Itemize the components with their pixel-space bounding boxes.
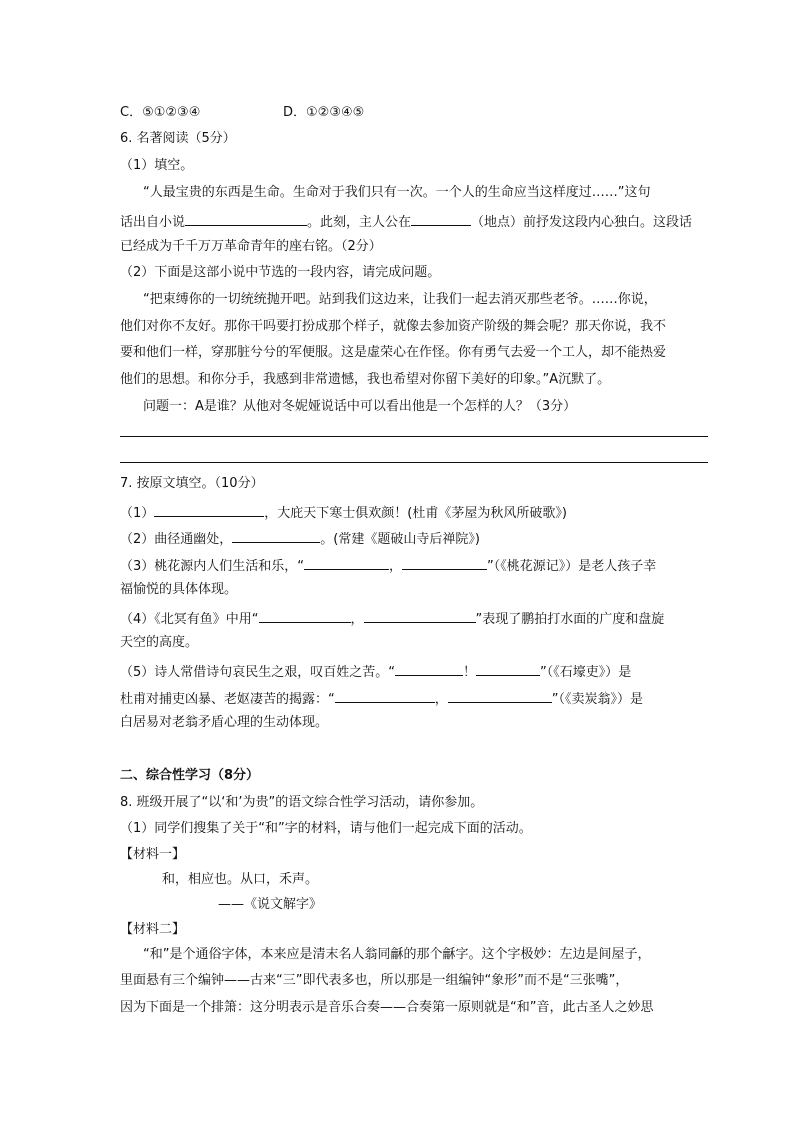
material-two-line3: 因为下面是一个排箫：这分明表示是音乐合奏——合奏第一原则就是“和”音，此古圣人之妙思 <box>120 1000 654 1015</box>
q7-item4 <box>120 608 664 629</box>
q7-item5 <box>120 661 631 682</box>
excerpt-line3: 要和他们一样，穿那脏兮兮的军便服。这是虚荣心在作怪。你有勇气去爱一个工人，却不能热爱 <box>120 345 667 360</box>
answer-line-1[interactable] <box>120 436 708 437</box>
q7-item5-src: ”（《石壕吏》）是 <box>540 665 632 680</box>
q6-title: 6. 名著阅读（5分） <box>120 131 236 146</box>
q7-title: 7. 按原文填空。（10分） <box>120 476 264 491</box>
q7-item4-src: ”表现了鹏拍打水面的广度和盘旋 <box>475 612 665 627</box>
q6-text-c: （地点）前抒发这段内心独白。这段话 <box>471 215 693 230</box>
q7-item3-cont: 福愉悦的具体体现。 <box>120 582 238 597</box>
novel-blank[interactable] <box>185 211 307 226</box>
excerpt-line2: 他们对你不友好。那你干吗要打扮成那个样子，就像去参加资产阶级的舞会呢？那天你说，我不 <box>120 319 667 334</box>
q7-item1 <box>120 502 567 523</box>
q7-blank-1[interactable] <box>154 502 264 517</box>
q7-item4-cont: 天空的高度。 <box>120 635 199 650</box>
q7-blank-2[interactable] <box>232 528 320 543</box>
excerpt-line4: 他们的思想。和你分手，我感到非常遗憾，我也希望对你留下美好的印象。”A沉默了。 <box>120 372 611 387</box>
q7-item3 <box>120 555 656 576</box>
q7-item5-cont1 <box>120 688 643 709</box>
q7-item5-comma: ， <box>434 692 448 707</box>
answer-line-2[interactable] <box>120 462 708 463</box>
q7-blank-5a[interactable] <box>395 661 463 676</box>
q7-item5-cont2: 白居易对老翁矛盾心理的生动体现。 <box>120 715 329 730</box>
q6-text-a: 话出自小说 <box>120 215 186 230</box>
q7-item2-src: 。(常建《题破山寺后禅院》) <box>320 532 480 547</box>
material-two-label: 【材料二】 <box>120 922 186 937</box>
question-one: 问题一：A是谁？从他对冬妮娅说话中可以看出他是一个怎样的人？（3分） <box>143 399 577 414</box>
excerpt-line1: “把束缚你的一切统统抛开吧。站到我们这边来，让我们一起去消灭那些老爷。……你说， <box>143 292 657 307</box>
q7-blank-4b[interactable] <box>364 608 476 623</box>
q6-part1-label: （1）填空。 <box>120 158 194 173</box>
q7-blank-4a[interactable] <box>259 608 351 623</box>
q6-part1-line3: 已经成为千千万万革命青年的座右铭。（2分） <box>120 239 382 254</box>
q7-item5-excl: ！ <box>463 665 477 680</box>
option-d: D．①②③④⑤ <box>283 105 365 120</box>
q7-blank-5b[interactable] <box>476 661 540 676</box>
material-two-line1: “和”是个通俗字体，本来应是清末名人翁同龢的那个龢字。这个字极妙：左边是间屋子， <box>143 947 651 962</box>
q7-item1-num: （1） <box>120 506 155 521</box>
q7-blank-5d[interactable] <box>448 688 552 703</box>
q7-item4-comma: ， <box>350 612 364 627</box>
q7-blank-3a[interactable] <box>304 555 389 570</box>
q6-part2-label: （2）下面是这部小说中节选的一段内容，请完成问题。 <box>120 265 441 280</box>
section2-title: 二、综合性学习（8分） <box>120 768 260 783</box>
q7-item5-text2: 杜甫对捕吏凶暴、老妪凄苦的揭露：“ <box>120 692 335 707</box>
material-one-text: 和，相应也。从口，禾声。 <box>162 872 319 887</box>
q7-blank-5c[interactable] <box>335 688 435 703</box>
q7-item5-src2: ”（《卖炭翁》）是 <box>551 692 644 707</box>
q7-item3-text: （3）桃花源内人们生活和乐，“ <box>120 559 305 574</box>
location-blank[interactable] <box>411 211 471 226</box>
material-two-line2: 里面悬有三个编钟——古来“三”即代表多也，所以那是一组编钟“象形”而不是“三张嘴”， <box>120 973 629 988</box>
q7-item4-text: （4）《北冥有鱼》中用“ <box>120 612 259 627</box>
material-one-source: ——《说文解字》 <box>218 897 323 912</box>
q6-part1-line1: “人最宝贵的东西是生命。生命对于我们只有一次。一个人的生命应当这样度过……”这句 <box>143 185 651 200</box>
q8-title: 8. 班级开展了“以‘和’为贵”的语文综合性学习活动，请你参加。 <box>120 795 484 810</box>
q7-item3-src: ”（《桃花源记》）是老人孩子幸 <box>487 559 657 574</box>
q7-item5-text: （5）诗人常借诗句哀民生之艰，叹百姓之苦。“ <box>120 665 396 680</box>
q7-item1-text: ，大庇天下寒士俱欢颜！(杜甫《茅屋为秋风所破歌》) <box>264 506 567 521</box>
q6-text-b: 。此刻，主人公在 <box>307 215 412 230</box>
q7-item3-comma: ， <box>389 559 403 574</box>
q6-part1-line2 <box>120 211 692 232</box>
q7-blank-3b[interactable] <box>402 555 487 570</box>
option-c: C．⑤①②③④ <box>120 105 201 120</box>
q7-item2-text: （2）曲径通幽处， <box>120 532 233 547</box>
q8-part1: （1）同学们搜集了关于“和”字的材料，请与他们一起完成下面的活动。 <box>120 821 532 836</box>
q7-item2 <box>120 528 480 549</box>
material-one-label: 【材料一】 <box>120 847 186 862</box>
